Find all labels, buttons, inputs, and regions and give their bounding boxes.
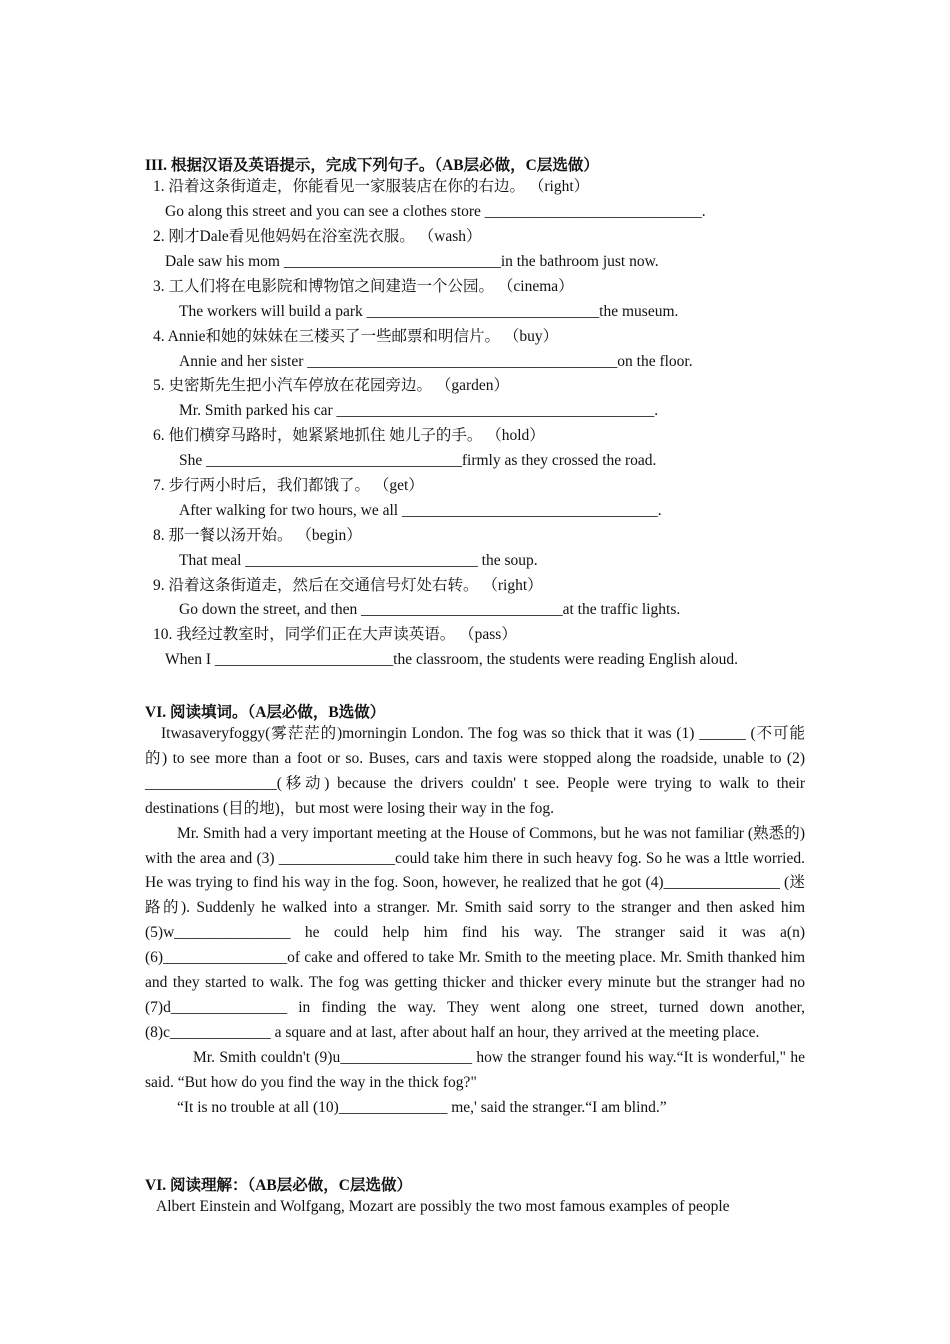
- q4-chinese: 4. Annie和她的妹妹在三楼买了一些邮票和明信片。 （buy）: [153, 328, 559, 345]
- reading-paragraph-1: Albert Einstein and Wolfgang, Mozart are possibly the two most famous examples of people: [156, 1198, 730, 1215]
- q6-english: She _________________________________firmly as they crossed the road.: [179, 452, 657, 469]
- section-3-title: III. 根据汉语及英语提示，完成下列句子。（AB层必做，C层选做）: [145, 157, 599, 174]
- q4-english: Annie and her sister ________________________________________on the floor.: [179, 353, 693, 370]
- cloze-paragraph-2: Mr. Smith had a very important meeting at the House of Commons, but he was not familiar (熟悉的) with the area and (3) _______________could take him there in such heavy fog. So he was a lttle worried. He was trying to find his way in the fog. Soon, however, he realized that he got (4)_______________ (迷路的). Suddenly he walked into a stranger. Mr. Smith said sorry to the stranger and then asked him (5)w_______________ he could help him find his way. The stranger said it was a(n) (6)________________of cake and offered to take Mr. Smith to the meeting place. Mr. Smith thanked him and they started to walk. The fog was getting thicker and thicker every minute but the stranger had no (7)d_______________ in finding the way. They went along one street, turned down another, (8)c_____________ a square and at last, after about half an hour, they arrived at the meeting place.: [145, 824, 805, 1041]
- q9-english: Go down the street, and then __________________________at the traffic lights.: [179, 601, 681, 618]
- q9-chinese: 9. 沿着这条街道走，然后在交通信号灯处右转。 （right）: [153, 577, 543, 594]
- cloze-paragraph-1: Itwasaveryfoggy(雾茫茫的)morningin London. The fog was so thick that it was (1) ______ (不可能的) to see more than a foot or so. Buses, cars and taxis were stopped along the roadside, unable to (2) _________________(移动) because the drivers couldn' t see. People were trying to walk to their destinations (目的地)，but most were losing their way in the fog.: [145, 725, 805, 817]
- q8-chinese: 8. 那一餐以汤开始。 （begin）: [153, 527, 362, 544]
- q2-english: Dale saw his mom ____________________________in the bathroom just now.: [165, 253, 659, 270]
- q10-chinese: 10. 我经过教室时，同学们正在大声读英语。 （pass）: [153, 626, 517, 643]
- q1-english: Go along this street and you can see a clothes store ____________________________.: [165, 203, 706, 220]
- q3-chinese: 3. 工人们将在电影院和博物馆之间建造一个公园。 （cinema）: [153, 278, 574, 295]
- q7-chinese: 7. 步行两小时后，我们都饿了。 （get）: [153, 477, 424, 494]
- q6-chinese: 6. 他们横穿马路时，她紧紧地抓住 她儿子的手。 （hold）: [153, 427, 545, 444]
- q2-chinese: 2. 刚才Dale看见他妈妈在浴室洗衣服。 （wash）: [153, 228, 482, 245]
- q5-chinese: 5. 史密斯先生把小汽车停放在花园旁边。 （garden）: [153, 377, 510, 394]
- q7-english: After walking for two hours, we all _________________________________.: [179, 502, 662, 519]
- q1-chinese: 1. 沿着这条街道走，你能看见一家服装店在你的右边。 （right）: [153, 178, 590, 195]
- cloze-paragraph-4: “It is no trouble at all (10)______________ me,' said the stranger.“I am blind.”: [177, 1098, 667, 1116]
- q8-english: That meal ______________________________ the soup.: [179, 552, 538, 569]
- cloze-paragraph-3: Mr. Smith couldn't (9)u_________________ how the stranger found his way.“It is wonderful," he said. “But how do you find the way in the thick fog?": [145, 1048, 805, 1091]
- q10-english: When I _______________________the classroom, the students were reading English aloud.: [165, 651, 738, 668]
- q3-english: The workers will build a park ______________________________the museum.: [179, 303, 679, 320]
- q5-english: Mr. Smith parked his car _________________________________________.: [179, 402, 659, 419]
- section-6a-title: VI. 阅读填词。（A层必做，B选做）: [145, 704, 386, 721]
- cloze-passage: [145, 722, 805, 1121]
- section-6b-title: VI. 阅读理解：（AB层必做，C层选做）: [145, 1177, 412, 1194]
